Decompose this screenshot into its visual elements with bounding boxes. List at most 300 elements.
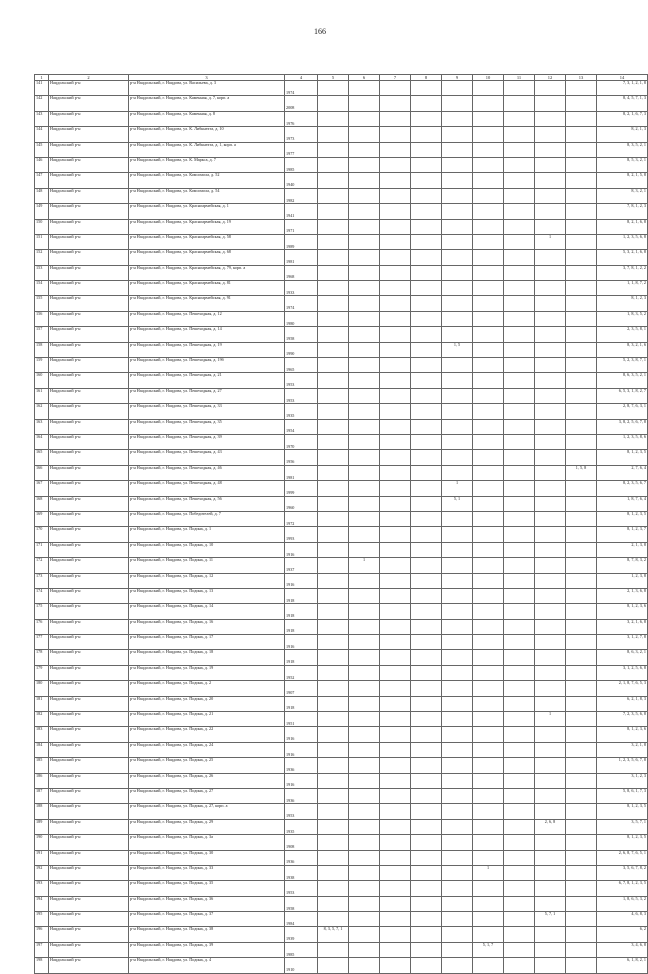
table-cell <box>504 111 535 126</box>
table-cell <box>349 835 380 850</box>
table-cell <box>504 342 535 357</box>
table-cell: р-н Нацдольский, г. Нацдова, ул. Подина, д. 18 <box>129 650 285 665</box>
table-cell <box>349 173 380 188</box>
table-cell: Нацдольский р-н <box>49 573 129 588</box>
table-row <box>35 481 648 496</box>
table-cell: 195 <box>35 912 49 927</box>
table-cell <box>442 727 473 742</box>
table-cell <box>566 419 597 434</box>
table-cell: Нацдольский р-н <box>49 558 129 573</box>
table-cell: 1, 5 <box>442 342 473 357</box>
table-cell <box>504 912 535 927</box>
table-cell <box>535 681 566 696</box>
table-cell: р-н Нацдольский, г. Нацдова, ул. Подина, д. 21 <box>129 712 285 727</box>
table-cell <box>504 542 535 557</box>
table-cell: Нацдольский р-н <box>49 250 129 265</box>
table-cell: Нацдольский р-н <box>49 234 129 249</box>
table-cell <box>535 696 566 711</box>
table-cell: Нацдольский р-н <box>49 173 129 188</box>
table-cell <box>318 881 349 896</box>
column-header: 11 <box>504 75 535 81</box>
table-cell: 167 <box>35 481 49 496</box>
table-cell: 172 <box>35 558 49 573</box>
table-cell <box>442 188 473 203</box>
table-row <box>35 511 648 526</box>
table-cell <box>504 204 535 219</box>
table-cell: р-н Нацдольский, г. Нацдова, ул. Красноармейская, д. 68 <box>129 250 285 265</box>
table-cell <box>504 942 535 957</box>
table-cell <box>380 219 411 234</box>
table-cell: 1, 1, 8, 7, 2 <box>597 281 648 296</box>
table-cell <box>411 712 442 727</box>
table-cell <box>318 265 349 280</box>
table-cell <box>442 819 473 834</box>
table-cell <box>318 788 349 803</box>
table-cell: Нацдольский р-н <box>49 373 129 388</box>
table-cell <box>473 111 504 126</box>
table-cell: 2, 7, 6, 4 <box>597 465 648 480</box>
table-cell <box>504 665 535 680</box>
table-cell <box>535 511 566 526</box>
table-cell <box>318 204 349 219</box>
table-cell: Нацдольский р-н <box>49 388 129 403</box>
table-row <box>35 912 648 927</box>
table-cell <box>442 219 473 234</box>
table-cell <box>473 511 504 526</box>
table-cell: 1974 <box>285 296 318 311</box>
table-cell <box>349 234 380 249</box>
table-row <box>35 927 648 942</box>
table-cell: 186 <box>35 773 49 788</box>
table-cell <box>349 496 380 511</box>
table-cell: 170 <box>35 527 49 542</box>
table-row <box>35 296 648 311</box>
table-cell <box>535 157 566 172</box>
table-cell <box>473 173 504 188</box>
table-cell <box>535 173 566 188</box>
table-cell <box>442 758 473 773</box>
table-cell: 179 <box>35 665 49 680</box>
table-cell: р-н Нацдольский, г. Нацдова, ул. Подина, д. 29 <box>129 819 285 834</box>
table-cell: 8, 1, 2, 3, 6 <box>597 604 648 619</box>
table-cell: 1 <box>349 558 380 573</box>
table-cell <box>566 927 597 942</box>
table-cell <box>442 311 473 326</box>
table-cell <box>318 588 349 603</box>
table-cell <box>535 404 566 419</box>
table-cell <box>318 896 349 911</box>
column-header: 13 <box>566 75 597 81</box>
table-cell <box>411 465 442 480</box>
table-cell <box>318 342 349 357</box>
table-cell: 185 <box>35 758 49 773</box>
table-cell <box>380 912 411 927</box>
table-cell <box>442 604 473 619</box>
table-cell <box>504 881 535 896</box>
column-header: 5 <box>318 75 349 81</box>
table-cell <box>442 804 473 819</box>
table-cell <box>442 896 473 911</box>
table-cell <box>380 865 411 880</box>
table-cell: р-н Нацдольский, г. Нацдова, ул. Пешеходная, д. 33 <box>129 404 285 419</box>
table-cell <box>318 850 349 865</box>
table-cell <box>535 127 566 142</box>
table-cell: Нацдольский р-н <box>49 465 129 480</box>
table-row <box>35 311 648 326</box>
column-header: 14 <box>597 75 648 81</box>
table-cell: 178 <box>35 650 49 665</box>
table-cell: р-н Нацдольский, г. Нацдова, ул. Пешеходная, д. 39 <box>129 434 285 449</box>
table-cell <box>380 819 411 834</box>
table-row <box>35 142 648 157</box>
table-cell: Нацдольский р-н <box>49 927 129 942</box>
table-cell <box>535 450 566 465</box>
table-cell <box>380 588 411 603</box>
table-cell <box>442 835 473 850</box>
table-row <box>35 742 648 757</box>
table-cell <box>442 250 473 265</box>
table-cell <box>473 758 504 773</box>
table-cell <box>411 681 442 696</box>
table-cell <box>318 604 349 619</box>
table-cell: 2, 6, 8 <box>535 819 566 834</box>
table-cell: 1981 <box>285 465 318 480</box>
table-cell: 5, 2, 3, 8, 7, 1 <box>597 358 648 373</box>
table-cell <box>566 912 597 927</box>
table-cell <box>504 311 535 326</box>
table-cell: р-н Нацдольский, г. Нацдова, ул. Подина, д. 39 <box>129 942 285 957</box>
table-cell <box>566 327 597 342</box>
table-cell: 188 <box>35 804 49 819</box>
table-cell <box>442 742 473 757</box>
table-cell: р-н Нацдольский, г. Нацдова, ул. Пешеходная, д. 14 <box>129 327 285 342</box>
table-cell: 198 <box>35 958 49 973</box>
table-cell <box>473 681 504 696</box>
table-cell <box>504 234 535 249</box>
table-cell: 1 <box>442 481 473 496</box>
table-cell <box>442 527 473 542</box>
table-cell <box>473 573 504 588</box>
column-header: 6 <box>349 75 380 81</box>
table-row <box>35 942 648 957</box>
table-row <box>35 127 648 142</box>
column-header: 12 <box>535 75 566 81</box>
table-cell: р-н Нацдольский, г. Нацдова, ул. Красноармейская, д. 58 <box>129 234 285 249</box>
table-cell: 8, 4, 5, 7, 1, 3 <box>597 96 648 111</box>
table-cell <box>411 265 442 280</box>
table-cell <box>442 942 473 957</box>
table-cell <box>318 219 349 234</box>
table-cell <box>535 542 566 557</box>
table-cell <box>504 850 535 865</box>
table-cell <box>566 311 597 326</box>
table-cell <box>411 358 442 373</box>
table-cell <box>473 234 504 249</box>
table-cell: р-н Нацдольский, г. Нацдова, ул. Подина, д. 14 <box>129 604 285 619</box>
table-cell <box>349 111 380 126</box>
table-cell <box>318 665 349 680</box>
table-cell <box>535 219 566 234</box>
table-cell <box>473 635 504 650</box>
table-cell <box>566 265 597 280</box>
table-cell <box>535 727 566 742</box>
table-cell <box>566 804 597 819</box>
table-cell <box>380 958 411 973</box>
table-cell <box>473 650 504 665</box>
table-row <box>35 881 648 896</box>
table-cell: р-н Нацдольский, г. Нацдова, ул. Подина, д. 17 <box>129 635 285 650</box>
table-cell <box>473 358 504 373</box>
table-cell: Нацдольский р-н <box>49 419 129 434</box>
table-cell: 6, 7, 8, 1, 2, 3, 5 <box>597 881 648 896</box>
table-row <box>35 434 648 449</box>
table-cell <box>504 481 535 496</box>
table-cell <box>318 358 349 373</box>
table-cell <box>380 758 411 773</box>
page-number: 166 <box>314 27 326 36</box>
table-cell <box>442 696 473 711</box>
table-cell <box>318 157 349 172</box>
table-cell: 162 <box>35 404 49 419</box>
table-cell <box>566 404 597 419</box>
table-row <box>35 188 648 203</box>
table-cell: 1 <box>473 865 504 880</box>
table-cell <box>442 773 473 788</box>
table-row <box>35 635 648 650</box>
table-cell <box>411 588 442 603</box>
table-cell: 1918 <box>285 619 318 634</box>
table-row <box>35 250 648 265</box>
table-cell: 189 <box>35 819 49 834</box>
table-cell <box>473 804 504 819</box>
table-cell <box>566 619 597 634</box>
table-cell <box>411 219 442 234</box>
table-cell: 1, 2, 3, 5, 8, 6 <box>597 434 648 449</box>
table-cell: Нацдольский р-н <box>49 681 129 696</box>
table-cell <box>535 388 566 403</box>
table-cell <box>349 81 380 96</box>
table-cell <box>318 127 349 142</box>
table-cell <box>380 712 411 727</box>
table-cell <box>442 619 473 634</box>
table-cell <box>535 604 566 619</box>
table-cell <box>349 727 380 742</box>
table-cell: 7, 3, 1, 2, 1, 8 <box>597 81 648 96</box>
table-cell <box>473 604 504 619</box>
table-cell: 2008 <box>285 96 318 111</box>
table-cell <box>473 265 504 280</box>
table-cell <box>504 819 535 834</box>
table-cell: Нацдольский р-н <box>49 604 129 619</box>
table-cell <box>504 804 535 819</box>
table-cell <box>380 896 411 911</box>
table-cell <box>349 511 380 526</box>
table-cell: 2, 1, 3, 6, 8 <box>597 588 648 603</box>
table-cell <box>504 696 535 711</box>
table-cell <box>380 619 411 634</box>
table-cell <box>442 788 473 803</box>
table-cell <box>411 558 442 573</box>
table-cell <box>442 157 473 172</box>
table-cell: р-н Нацдольский, г. Нацдова, ул. Подина, д. 27, корп. а <box>129 804 285 819</box>
table-cell <box>380 81 411 96</box>
table-cell <box>411 727 442 742</box>
table-cell: 8, 2, 1, 5, 8 <box>597 173 648 188</box>
table-cell <box>411 650 442 665</box>
table-cell: 158 <box>35 342 49 357</box>
table-cell: 1958 <box>285 896 318 911</box>
table-cell: 2, 6, 8, 7, 6, 5, 1 <box>597 850 648 865</box>
table-cell <box>566 942 597 957</box>
table-cell <box>411 819 442 834</box>
table-cell <box>535 773 566 788</box>
table-row <box>35 281 648 296</box>
table-cell <box>318 835 349 850</box>
column-header: 8 <box>411 75 442 81</box>
table-cell: 184 <box>35 742 49 757</box>
table-cell: Нацдольский р-н <box>49 265 129 280</box>
table-row <box>35 865 648 880</box>
table-cell: р-н Нацдольский, г. Нацдова, ул. Пешеходная, д. 48 <box>129 481 285 496</box>
table-cell: р-н Нацдольский, г. Нацдова, ул. Красноармейская, д. 91 <box>129 296 285 311</box>
table-cell <box>349 450 380 465</box>
table-row <box>35 96 648 111</box>
table-cell <box>318 96 349 111</box>
table-cell <box>504 558 535 573</box>
table-cell: 193 <box>35 881 49 896</box>
table-cell <box>473 835 504 850</box>
table-cell <box>318 250 349 265</box>
table-cell: р-н Нацдольский, г. Нацдова, ул. Пешеходная, д. 35 <box>129 419 285 434</box>
table-cell <box>535 650 566 665</box>
table-cell <box>349 265 380 280</box>
table-cell <box>566 681 597 696</box>
table-cell: Нацдольский р-н <box>49 296 129 311</box>
table-cell <box>566 896 597 911</box>
table-cell <box>504 188 535 203</box>
table-cell: 1953 <box>285 881 318 896</box>
table-row <box>35 696 648 711</box>
table-cell: 173 <box>35 573 49 588</box>
table-cell: р-н Нацдольский, г. Нацдова, ул. Пешеходная, д. 43 <box>129 450 285 465</box>
table-cell: 6, 2, 1, 8, 3 <box>597 696 648 711</box>
table-cell: Нацдольский р-н <box>49 496 129 511</box>
table-cell: 1, 8, 3, 5, 2 <box>597 311 648 326</box>
table-cell: р-н Нацдольский, г. Нацдова, ул. Красноармейская, д. 79, корп. а <box>129 265 285 280</box>
table-cell: 3, 4, 6, 8 <box>597 942 648 957</box>
table-cell: 196 <box>35 927 49 942</box>
table-cell <box>318 296 349 311</box>
table-cell <box>566 604 597 619</box>
table-cell: Нацдольский р-н <box>49 865 129 880</box>
table-cell <box>566 127 597 142</box>
table-cell <box>349 665 380 680</box>
table-cell <box>380 404 411 419</box>
table-cell: 3, 1, 2, 3 <box>597 773 648 788</box>
table-cell <box>473 896 504 911</box>
table-cell <box>504 465 535 480</box>
table-cell <box>535 434 566 449</box>
table-cell: 8, 2, 1, 6, 8 <box>597 219 648 234</box>
table-cell <box>504 96 535 111</box>
table-cell <box>473 450 504 465</box>
table-cell: 1968 <box>285 265 318 280</box>
table-cell: 197 <box>35 942 49 957</box>
table-cell <box>473 373 504 388</box>
table-cell <box>349 681 380 696</box>
table-cell <box>411 619 442 634</box>
table-cell <box>411 373 442 388</box>
table-cell <box>535 788 566 803</box>
table-row <box>35 265 648 280</box>
table-cell <box>504 742 535 757</box>
table-cell <box>566 527 597 542</box>
table-cell: Нацдольский р-н <box>49 219 129 234</box>
table-cell <box>349 742 380 757</box>
table-cell: р-н Нацдольский, г. Нацдова, ул. Подина, д. 24 <box>129 742 285 757</box>
table-cell <box>566 588 597 603</box>
table-cell <box>380 311 411 326</box>
table-cell: Нацдольский р-н <box>49 81 129 96</box>
table-cell <box>411 496 442 511</box>
table-cell <box>504 296 535 311</box>
table-cell <box>411 96 442 111</box>
table-row <box>35 665 648 680</box>
table-cell <box>442 358 473 373</box>
table-cell <box>442 265 473 280</box>
table-cell: р-н Нацдольский, г. Нацдова, ул. К. Либкнехта, д. 10 <box>129 127 285 142</box>
table-cell <box>411 696 442 711</box>
table-cell: 1936 <box>285 788 318 803</box>
table-cell <box>566 712 597 727</box>
table-cell <box>566 865 597 880</box>
table-cell <box>473 850 504 865</box>
table-cell <box>535 81 566 96</box>
table-cell: 1916 <box>285 727 318 742</box>
table-cell <box>442 912 473 927</box>
table-cell: 1953 <box>285 804 318 819</box>
table-cell <box>504 958 535 973</box>
table-cell <box>318 681 349 696</box>
table-cell <box>473 558 504 573</box>
table-cell: 3, 2, 1, 6, 8 <box>597 619 648 634</box>
table-cell <box>349 650 380 665</box>
table-cell <box>535 281 566 296</box>
table-cell <box>535 588 566 603</box>
table-row <box>35 327 648 342</box>
table-cell <box>318 419 349 434</box>
table-cell <box>535 527 566 542</box>
table-cell <box>349 912 380 927</box>
table-cell: 187 <box>35 788 49 803</box>
table-cell <box>442 281 473 296</box>
table-cell: р-н Нацдольский, г. Нацдова, ул. Комсомола, д. 52 <box>129 173 285 188</box>
table-cell <box>411 896 442 911</box>
table-cell <box>442 81 473 96</box>
table-cell <box>473 665 504 680</box>
table-cell: Нацдольский р-н <box>49 912 129 927</box>
table-row <box>35 788 648 803</box>
table-cell <box>473 434 504 449</box>
table-cell <box>380 573 411 588</box>
table-cell: 177 <box>35 635 49 650</box>
table-cell: 1989 <box>285 234 318 249</box>
table-cell <box>380 788 411 803</box>
table-cell <box>349 373 380 388</box>
table-cell <box>473 481 504 496</box>
table-cell: р-н Нацдольский, г. Нацдова, ул. Красноармейская, д. 19 <box>129 219 285 234</box>
table-cell <box>318 573 349 588</box>
